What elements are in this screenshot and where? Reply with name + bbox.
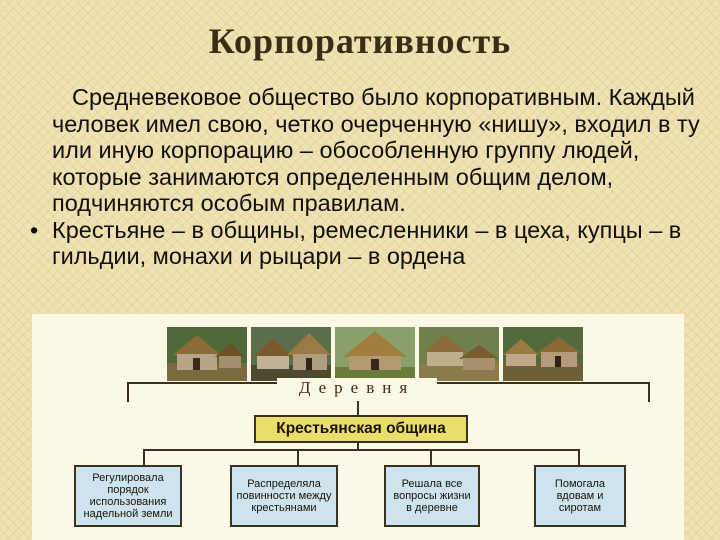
thatched-house-icon (335, 327, 415, 381)
house-photo (167, 327, 247, 381)
house-photo (419, 327, 499, 381)
thatched-house-icon (503, 327, 583, 381)
house-photo (335, 327, 415, 381)
connector-line (357, 401, 359, 415)
intro-paragraph: Средневековое общество было корпоративным. Каждый человек имел свою, четко очерченную «нишу», входил в ту или иную корпорацию – обособленную группу людей, которые занимаются определенным общим делом, подчиняются особым правилам. (52, 84, 700, 216)
function-box-duties (230, 465, 338, 527)
connector-line (578, 449, 580, 466)
house-photo (503, 327, 583, 381)
house-photo (251, 327, 331, 381)
slide-body (30, 84, 710, 270)
function-text: Помогала вдовам и сиротам (554, 478, 606, 514)
connector-line (143, 449, 145, 466)
connector-line (430, 449, 432, 466)
thatched-house-icon (167, 327, 247, 381)
bullet-text: Крестьяне – в общины, ремесленники – в цеха, купцы – в гильдии, монахи и рыцари – в ордена (52, 216, 682, 269)
village-diagram (32, 314, 684, 540)
peasant-community-box: Крестьянская община (254, 415, 468, 443)
village-label: Деревня (277, 378, 437, 398)
bullet-item (30, 217, 710, 270)
slide-title: Корпоративность (208, 21, 512, 61)
function-text: Распределяла повинности между крестьянами (236, 478, 332, 514)
village-photo-strip (167, 327, 582, 381)
connector-line (297, 449, 299, 466)
function-text: Регулировала порядок использования надельной земли (83, 472, 173, 520)
branch-line (143, 449, 578, 451)
thatched-house-icon (419, 327, 499, 381)
function-box-widows (534, 465, 626, 527)
thatched-house-icon (251, 327, 331, 381)
function-box-land (74, 465, 182, 527)
bullet-marker: • (30, 216, 39, 243)
function-text: Решала все вопросы жизни в деревне (393, 478, 471, 514)
function-box-issues (384, 465, 480, 527)
